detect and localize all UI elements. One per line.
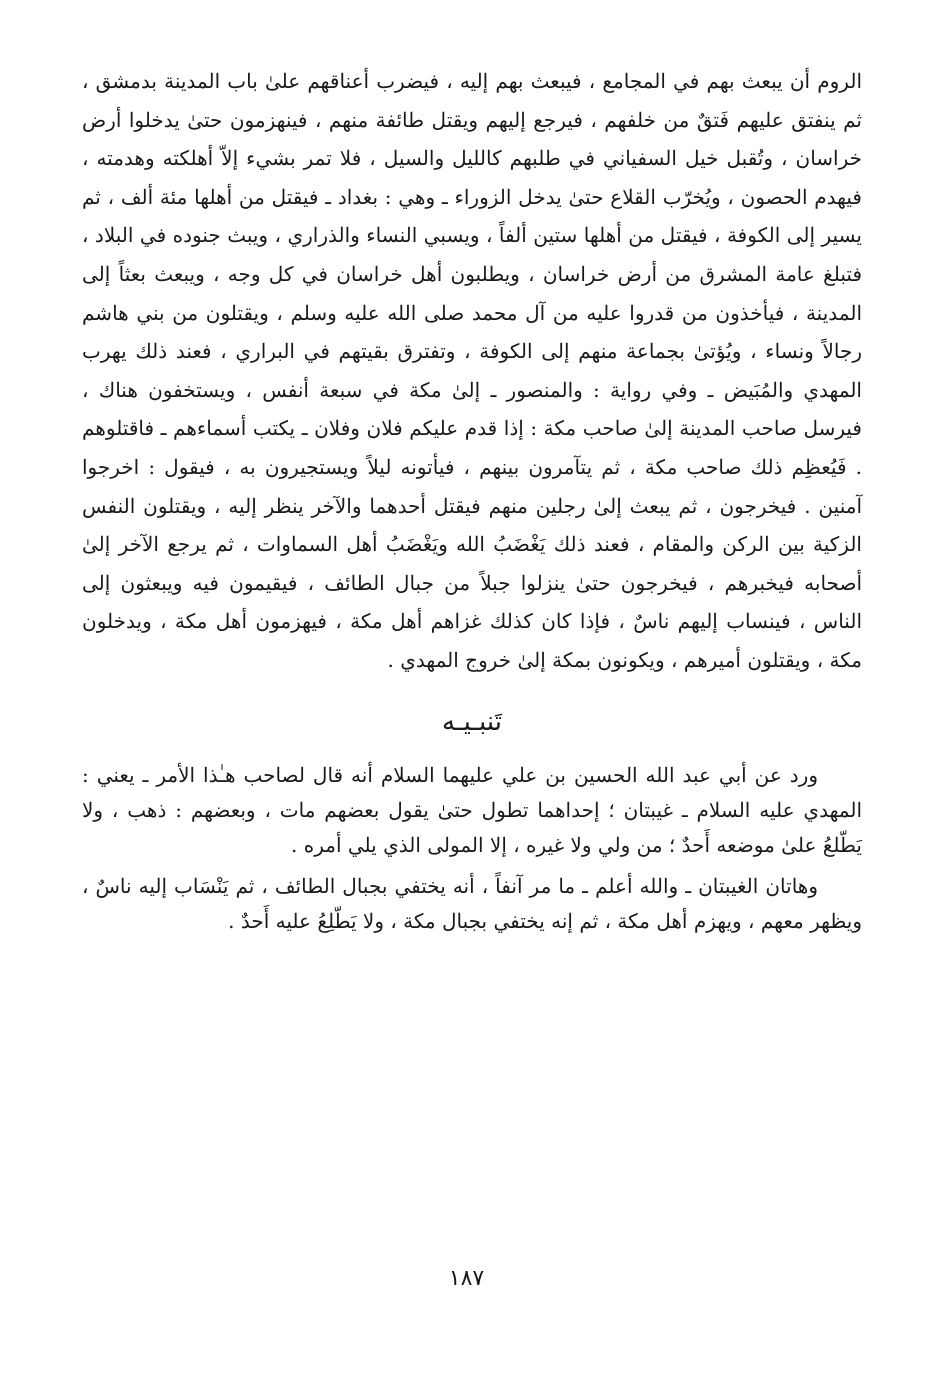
note-paragraph-1: ورد عن أبي عبد الله الحسين بن علي عليهما السلام أنه قال لصاحب هـٰذا الأمر ـ يعني : المهدي عليه السلام ـ غيبتان ؛ إحداهما تطول حتىٰ يقول بعضهم مات ، وبعضهم : ذهب ، ولا يَطّلعُ علىٰ موضعه أَحدٌ ؛ من ولي ولا غيره ، إلا المولى الذي يلي أمره . (82, 762, 862, 857)
section-heading: تَنبـيـه (442, 706, 502, 737)
page-body (82, 62, 862, 939)
page-number: ١٨٧ (448, 1266, 485, 1291)
note-paragraph-2: وهاتان الغيبتان ـ والله أعلم ـ ما مر آنفاً ، أنه يختفي بجبال الطائف ، ثم يَنْسَاب إليه ناسٌ ، ويظهر معهم ، ويهزم أهل مكة ، ثم إنه يختفي بجبال مكة ، ولا يَطّلِعُ عليه أَحدٌ . (82, 873, 862, 933)
main-paragraph: الروم أن يبعث بهم في المجامع ، فيبعث بهم إليه ، فيضرب أعناقهم علىٰ باب المدينة بدمشق ، ثم ينفتق عليهم فَتقٌ من خلفهم ، فيرجع إليهم ويقتل طائفة منهم ، فينهزمون حتىٰ يدخلوا أرض خراسان ، وتُقبل خيل السفياني في طلبهم كالليل والسيل ، فلا تمر بشيء إلاّ أهلكته وهدمته ، فيهدم الحصون ، ويُخرّب القلاع حتىٰ يدخل الزوراء ـ وهي : بغداد ـ فيقتل من أهلها مئة ألف ، ثم يسير إلى الكوفة ، فيقتل من أهلها ستين ألفاً ، ويسبي النساء والذراري ، ويبث جنوده في البلاد ، فتبلغ عامة المشرق من أرض خراسان ، ويطلبون أهل خراسان في كل وجه ، ويبعث بعثاً إلى المدينة ، فيأخذون من قدروا عليه من آل محمد صلى الله عليه وسلم ، ويقتلون من بني هاشم رجالاً ونساء ، ويُؤتىٰ بجماعة منهم إلى الكوفة ، وتفترق بقيتهم في البراري ، فعند ذلك يهرب المهدي والمُبَيض ـ وفي رواية : والمنصور ـ إلىٰ مكة في سبعة أنفس ، ويستخفون هناك ، فيرسل صاحب المدينة إلىٰ صاحب مكة : إذا قدم عليكم فلان وفلان ـ يكتب أسماءهم ـ فاقتلوهم . فَيُعظِم ذلك صاحب مكة ، ثم يتآمرون بينهم ، فيأتونه ليلاً ويستجيرون به ، فيقول : اخرجوا آمنين . فيخرجون ، ثم يبعث إلىٰ رجلين منهم فيقتل أحدهما والآخر ينظر إليه ، ويقتلون النفس الزكية بين الركن والمقام ، فعند ذلك يَغْضَبُ الله ويَغْضَبُ أهل السماوات ، ثم يرجع الآخر إلىٰ أصحابه فيخبرهم ، فيخرجون حتىٰ ينزلوا جبلاً من جبال الطائف ، فيقيمون فيه ويبعثون إلى الناس ، فينساب إليهم ناسٌ ، فإذا كان كذلك غزاهم أهل مكة ، فيهزمون أهل مكة ، ويدخلون مكة ، ويقتلون أميرهم ، ويكونون بمكة إلىٰ خروج المهدي . (82, 69, 863, 672)
